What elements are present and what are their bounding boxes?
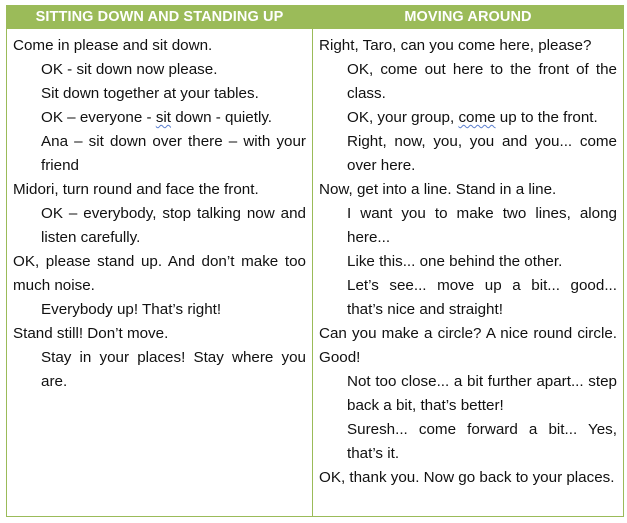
phrase-part: OK – everyone - — [41, 109, 156, 126]
phrase-line: I want you to make two lines, along here... — [347, 205, 617, 246]
phrase-line: OK – everybody, stop talking now and listen carefully. — [41, 205, 306, 246]
header-moving-around: MOVING AROUND — [313, 6, 624, 29]
phrase-line: Let’s see... move up a bit... good... that’s nice and straight! — [347, 277, 617, 318]
phrase-line: Come in please and sit down. — [13, 37, 213, 54]
phrase-line: Everybody up! That’s right! — [41, 301, 222, 318]
header-row — [7, 6, 624, 29]
header-sitting-standing: SITTING DOWN AND STANDING UP — [7, 6, 313, 29]
phrase-line: Right, Taro, can you come here, please? — [319, 37, 592, 54]
spellcheck-marked-word: come — [458, 109, 496, 126]
classroom-phrases-table — [6, 5, 624, 517]
phrase-line: OK - sit down now please. — [41, 61, 218, 78]
cell-sitting-standing — [7, 29, 313, 517]
phrase-line: Stay in your places! Stay where you are. — [41, 349, 306, 390]
phrase-part: up to the front. — [495, 109, 598, 126]
phrase-line: Like this... one behind the other. — [347, 253, 563, 270]
phrase-line: Suresh... come forward a bit... Yes, that’s it. — [347, 421, 617, 462]
phrase-line: OK, please stand up. And don’t make too much noise. — [13, 253, 306, 294]
phrases-table-wrapper — [6, 5, 623, 514]
cell-moving-around — [313, 29, 624, 517]
phrase-line: Sit down together at your tables. — [41, 85, 259, 102]
phrase-line: Not too close... a bit further apart... step back a bit, that’s better! — [347, 373, 617, 414]
phrase-line: Now, get into a line. Stand in a line. — [319, 181, 557, 198]
phrase-line: OK, come out here to the front of the class. — [347, 61, 617, 102]
phrase-line: Stand still! Don’t move. — [13, 325, 169, 342]
phrase-line — [13, 106, 306, 130]
phrase-line: Midori, turn round and face the front. — [13, 181, 259, 198]
content-row — [7, 29, 624, 517]
phrase-part: down - quietly. — [171, 109, 273, 126]
phrase-line — [319, 106, 617, 130]
phrase-line: Ana – sit down over there – with your friend — [41, 133, 306, 174]
phrase-line: OK, thank you. Now go back to your places. — [319, 469, 615, 486]
phrase-line: Right, now, you, you and you... come over here. — [347, 133, 617, 174]
phrase-line: Can you make a circle? A nice round circle. Good! — [319, 325, 617, 366]
phrase-part: OK, your group, — [347, 109, 459, 126]
spellcheck-marked-word: sit — [155, 109, 171, 126]
